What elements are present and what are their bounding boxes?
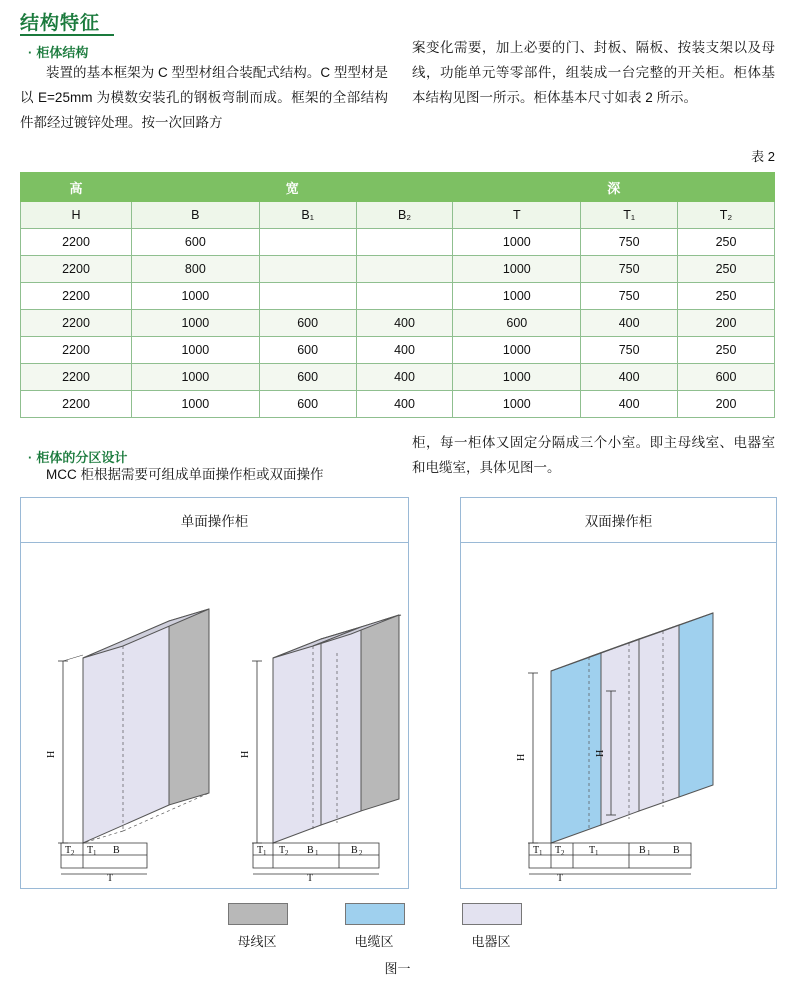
cell: 800 [132,256,260,283]
svg-text:H: H [516,753,527,761]
page-title: 结构特征 [20,13,101,34]
legend-item-cable [345,903,405,950]
svg-text:T: T [279,845,286,856]
table-row [21,310,775,337]
svg-text:B: B [351,845,358,856]
figure-left-title: 单面操作柜 [180,514,249,529]
cell: 750 [581,283,678,310]
svg-text:B: B [639,845,646,856]
cell: 750 [581,256,678,283]
cell: 2200 [21,283,132,310]
double-side-cabinet-drawing [461,543,776,888]
svg-text:2: 2 [359,849,363,857]
figure-single-side-cabinet [20,497,409,889]
svg-text:H: H [240,750,251,758]
cell: 600 [259,364,356,391]
svg-text:H: H [595,749,606,757]
svg-text:B: B [113,845,120,856]
cell: 250 [678,256,775,283]
table-subheader-b1: B₁ [259,202,356,229]
svg-text:2: 2 [71,849,75,857]
svg-text:1: 1 [93,849,97,857]
legend-label-busbar: 母线区 [237,934,277,949]
single-side-cabinet-drawing [21,543,408,888]
cell: 600 [259,391,356,418]
cell [259,283,356,310]
table-row [21,364,775,391]
svg-text:T: T [65,845,72,856]
body-text-right-1: 案变化需要，加上必要的门、封板、隔板、按装支架以及母线，功能单元等零部件，组装成一台完整的开关柜。柜体基本结构见图一所示。柜体基本尺寸如表 2 所示。 [412,40,775,105]
cell: 400 [581,310,678,337]
table-group-height: 高 [21,173,132,202]
figure-left-body [21,543,408,884]
legend-item-device [462,903,522,950]
cell: 250 [678,283,775,310]
cell [356,256,453,283]
cell: 250 [678,229,775,256]
svg-text:T: T [257,845,264,856]
cell [259,229,356,256]
legend-swatch-device [462,903,522,925]
cell: 1000 [453,229,581,256]
cell: 1000 [132,283,260,310]
subsection-heading-1-label: 柜体结构 [36,45,89,60]
cell: 2200 [21,391,132,418]
cell: 200 [678,310,775,337]
svg-text:B: B [307,845,314,856]
table-subheader-b2: B₂ [356,202,453,229]
table-group-width: 宽 [132,173,453,202]
cell: 1000 [453,364,581,391]
svg-text:T: T [557,873,564,884]
cell: 1000 [453,283,581,310]
cell: 600 [678,364,775,391]
svg-text:T: T [307,873,314,884]
cell: 1000 [453,256,581,283]
legend-swatch-cable [345,903,405,925]
cell: 200 [678,391,775,418]
svg-text:1: 1 [315,849,319,857]
cell [356,283,453,310]
svg-text:B: B [673,845,680,856]
subsection-heading-2-label: 柜体的分区设计 [36,450,128,465]
legend-swatch-busbar [228,903,288,925]
cell: 2200 [21,364,132,391]
svg-text:1: 1 [595,849,599,857]
cell: 400 [581,364,678,391]
table-row [21,391,775,418]
cell: 2200 [21,310,132,337]
table-subheader-b: B [132,202,260,229]
cell: 1000 [132,391,260,418]
cell: 2200 [21,256,132,283]
table-subheader-h: H [21,202,132,229]
body-text-left-2: MCC 柜根据需要可组成单面操作柜或双面操作 [46,467,324,482]
table-subheader-t1: T₁ [581,202,678,229]
svg-text:1: 1 [539,849,543,857]
table-group-header-row [21,173,775,202]
figure-double-side-cabinet [460,497,777,889]
cell: 400 [356,310,453,337]
table-subheader-t: T [453,202,581,229]
svg-text:T: T [107,873,114,884]
body-text-right-2: 柜，每一柜体又固定分隔成三个小室。即主母线室、电器室和电缆室，具体见图一。 [412,435,775,475]
table-row [21,337,775,364]
dimensions-table [20,172,775,418]
cell: 400 [356,364,453,391]
cell: 400 [356,337,453,364]
cell: 750 [581,337,678,364]
svg-text:H: H [46,750,57,758]
legend-label-device: 电器区 [471,934,511,949]
cell: 600 [453,310,581,337]
svg-text:T: T [533,845,540,856]
cell: 750 [581,229,678,256]
table-subheader-row [21,202,775,229]
svg-text:2: 2 [561,849,565,857]
svg-text:2: 2 [285,849,289,857]
svg-text:1: 1 [263,849,267,857]
cell: 2200 [21,229,132,256]
svg-text:1: 1 [647,849,651,857]
figure-caption: 图一 [384,961,411,976]
title-underline [20,34,114,36]
cell: 1000 [132,310,260,337]
subsection-heading-1 [28,42,88,61]
table-caption: 表 2 [751,149,775,164]
cell: 1000 [453,391,581,418]
cell: 600 [259,337,356,364]
cell: 250 [678,337,775,364]
cell: 1000 [453,337,581,364]
legend-label-cable: 电缆区 [354,934,394,949]
bullet-icon: · [28,450,33,465]
cell: 600 [259,310,356,337]
cell: 600 [132,229,260,256]
cell [356,229,453,256]
svg-text:T: T [589,845,596,856]
body-text-left-1: 装置的基本框架为 C 型型材组合装配式结构。C 型型材是以 E=25mm 为模数安装孔的钢板弯制而成。框架的全部结构件都经过镀锌处理。按一次回路方 [20,65,388,130]
cell: 400 [356,391,453,418]
svg-text:T: T [555,845,562,856]
figure-right-body [461,543,776,884]
table-row [21,229,775,256]
table-group-depth: 深 [453,173,775,202]
table-row [21,283,775,310]
cell: 1000 [132,337,260,364]
bullet-icon: · [28,45,33,60]
cell: 2200 [21,337,132,364]
svg-text:T: T [87,845,94,856]
cell: 400 [581,391,678,418]
cell [259,256,356,283]
table-subheader-t2: T₂ [678,202,775,229]
legend-item-busbar [228,903,288,950]
figure-right-title: 双面操作柜 [584,514,653,529]
table-row [21,256,775,283]
cell: 1000 [132,364,260,391]
